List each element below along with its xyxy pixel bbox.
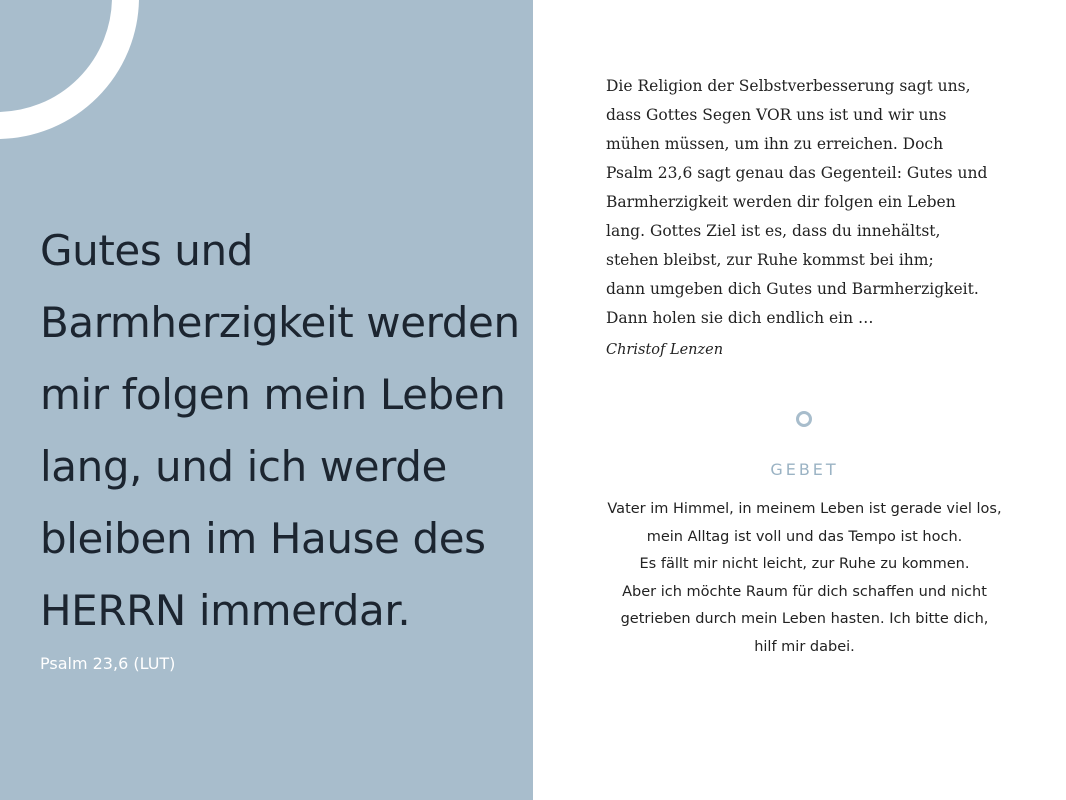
prayer-line: getrieben durch mein Leben hasten. Ich bitte dich, — [620, 611, 989, 627]
prayer-line: Vater im Himmel, in meinem Leben ist gerade viel los, — [607, 501, 1002, 517]
right-page — [533, 0, 1066, 800]
reflection-line: dann umgeben dich Gutes und Barmherzigkeit. — [606, 280, 979, 298]
reflection-line: Die Religion der Selbstverbesserung sagt uns, — [606, 77, 971, 95]
verse-line: mir folgen mein Leben — [40, 370, 506, 419]
prayer-line: Es fällt mir nicht leicht, zur Ruhe zu kommen. — [639, 556, 970, 572]
prayer-text — [533, 496, 1066, 661]
reflection-line: Dann holen sie dich endlich ein … — [606, 309, 874, 327]
reflection-line: dass Gottes Segen VOR uns ist und wir uns — [606, 106, 947, 124]
reflection-line: mühen müssen, um ihn zu erreichen. Doch — [606, 135, 944, 153]
verse-line: HERRN immerdar. — [40, 586, 411, 635]
prayer-line: Aber ich möchte Raum für dich schaffen und nicht — [622, 583, 987, 600]
verse-line: Gutes und — [40, 226, 254, 275]
reflection-text — [606, 72, 1026, 333]
prayer-heading: GEBET — [770, 460, 839, 479]
verse-reference: Psalm 23,6 (LUT) — [40, 654, 176, 673]
reflection-line: Psalm 23,6 sagt genau das Gegenteil: Gutes und — [606, 164, 988, 182]
author-name: Christof Lenzen — [606, 342, 724, 358]
prayer-line: hilf mir dabei. — [754, 638, 855, 655]
reflection-line: lang. Gottes Ziel ist es, dass du innehältst, — [606, 222, 941, 240]
circle-divider-icon — [796, 411, 812, 427]
verse-line: lang, und ich werde — [40, 442, 447, 491]
bible-verse — [40, 215, 520, 647]
verse-line: bleiben im Hause des — [40, 514, 486, 563]
reflection-line: Barmherzigkeit werden dir folgen ein Leben — [606, 193, 956, 211]
verse-line: Barmherzigkeit werden — [40, 298, 520, 347]
prayer-line: mein Alltag ist voll und das Tempo ist hoch. — [646, 528, 963, 545]
decorative-ring-icon — [0, 0, 139, 139]
reflection-line: stehen bleibst, zur Ruhe kommst bei ihm; — [606, 251, 934, 269]
